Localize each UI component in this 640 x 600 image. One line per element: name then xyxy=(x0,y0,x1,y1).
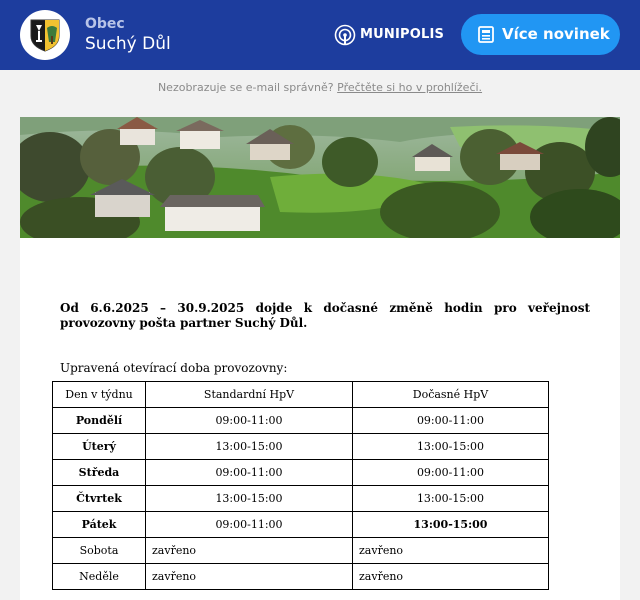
temporary-hours-cell: 13:00-15:00 xyxy=(353,512,549,538)
brand-name: MUNIPOLIS xyxy=(360,27,445,42)
table-row xyxy=(53,564,549,590)
standard-hours-cell: zavřeno xyxy=(146,564,353,590)
table-row xyxy=(53,486,549,512)
standard-hours-cell: 13:00-15:00 xyxy=(146,486,353,512)
day-cell: Středa xyxy=(53,460,146,486)
column-header-day: Den v týdnu xyxy=(53,382,146,408)
notice-text: Nezobrazuje se e-mail správně? xyxy=(157,81,334,94)
temporary-hours-cell: zavřeno xyxy=(353,538,549,564)
temporary-hours-cell: 09:00-11:00 xyxy=(353,408,549,434)
standard-hours-cell: zavřeno xyxy=(146,538,353,564)
day-cell: Sobota xyxy=(53,538,146,564)
table-row xyxy=(53,434,549,460)
temporary-hours-cell: 13:00-15:00 xyxy=(353,434,549,460)
message-card xyxy=(20,238,620,600)
day-cell: Úterý xyxy=(53,434,146,460)
table-row xyxy=(53,538,549,564)
header-label: Obec xyxy=(85,16,125,32)
table-caption: Upravená otevírací doba provozovny: xyxy=(60,361,288,375)
table-row xyxy=(53,460,549,486)
day-cell: Čtvrtek xyxy=(53,486,146,512)
village-photo xyxy=(20,117,620,238)
municipality-name[interactable]: Suchý Důl xyxy=(85,34,171,54)
day-cell: Pátek xyxy=(53,512,146,538)
broadcast-icon xyxy=(334,24,356,46)
column-header-temporary: Dočasné HpV xyxy=(353,382,549,408)
email-view-notice xyxy=(0,81,640,95)
table-header-row xyxy=(53,382,549,408)
opening-hours-table xyxy=(52,381,549,590)
more-news-label: Více novinek xyxy=(502,25,610,43)
header-bar xyxy=(0,0,640,70)
standard-hours-cell: 09:00-11:00 xyxy=(146,512,353,538)
temporary-hours-cell: 13:00-15:00 xyxy=(353,486,549,512)
more-news-button[interactable] xyxy=(461,14,620,55)
table-row xyxy=(53,512,549,538)
municipal-crest-icon[interactable] xyxy=(20,10,70,60)
newspaper-icon xyxy=(478,26,494,43)
standard-hours-cell: 13:00-15:00 xyxy=(146,434,353,460)
day-cell: Pondělí xyxy=(53,408,146,434)
standard-hours-cell: 09:00-11:00 xyxy=(146,408,353,434)
column-header-standard: Standardní HpV xyxy=(146,382,353,408)
view-in-browser-link[interactable]: Přečtěte si ho v prohlížeči. xyxy=(337,81,483,94)
table-row xyxy=(53,408,549,434)
standard-hours-cell: 09:00-11:00 xyxy=(146,460,353,486)
temporary-hours-cell: 09:00-11:00 xyxy=(353,460,549,486)
announcement-text: Od 6.6.2025 – 30.9.2025 dojde k dočasné změně hodin pro veřejnost provozovny pošta partner Suchý Důl. xyxy=(60,301,590,330)
temporary-hours-cell: zavřeno xyxy=(353,564,549,590)
day-cell: Neděle xyxy=(53,564,146,590)
